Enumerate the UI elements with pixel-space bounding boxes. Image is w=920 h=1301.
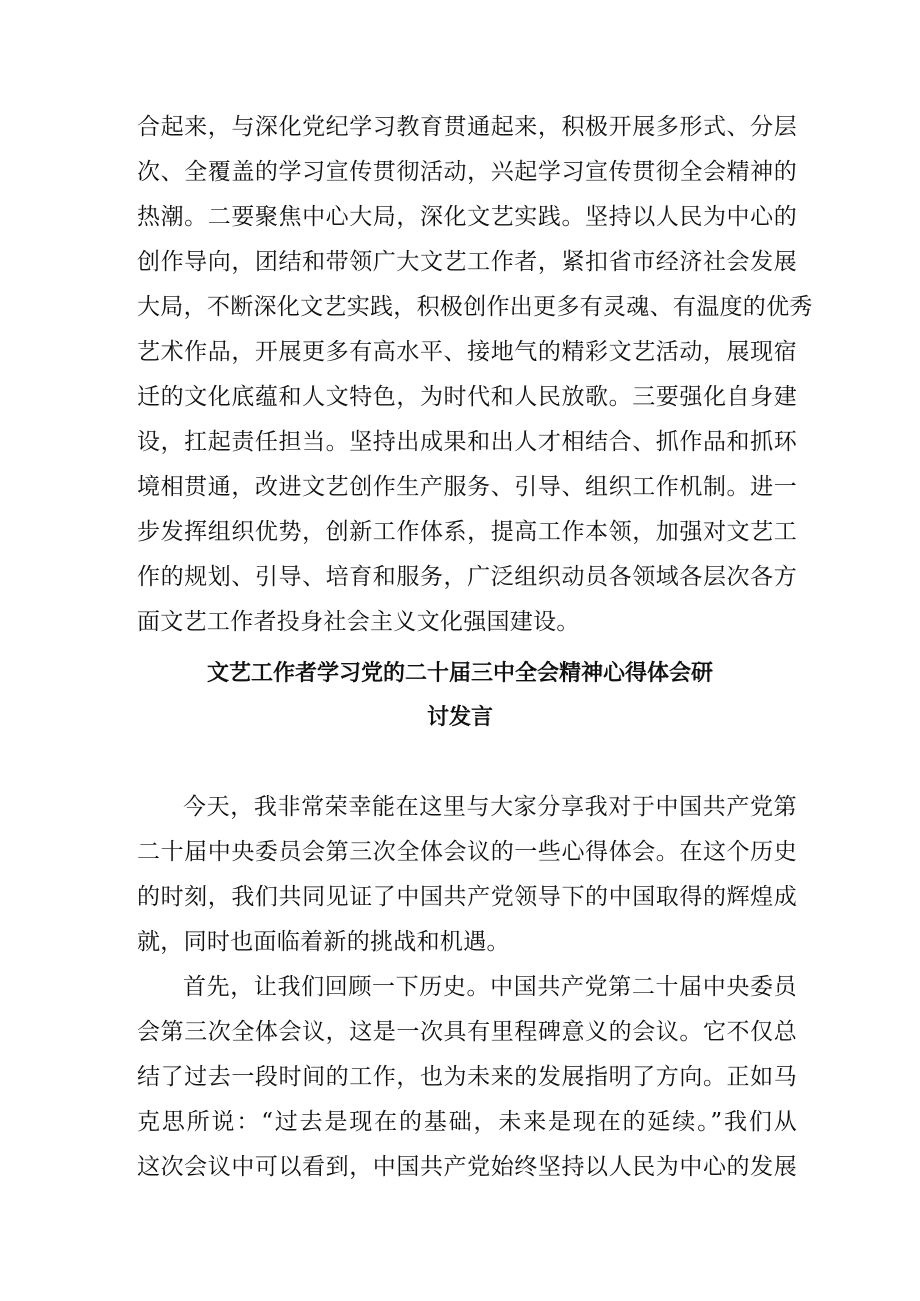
text-line: 结了过去一段时间的工作，也为未来的发展指明了方向。正如马 xyxy=(137,1064,797,1090)
text-line: 迁的文化底蕴和人文特色，为时代和人民放歌。三要强化自身建 xyxy=(137,384,797,410)
text-line: 境相贯通，改进文艺创作生产服务、引导、组织工作机制。进一 xyxy=(137,474,797,500)
text-line: 会第三次全体会议，这是一次具有里程碑意义的会议。它不仅总 xyxy=(137,1019,797,1045)
text-line: 面文艺工作者投身社会主义文化强国建设。 xyxy=(137,609,580,635)
text-line: 大局，不断深化文艺实践，积极创作出更多有灵魂、有温度的优秀 xyxy=(137,294,813,320)
text-line: 艺术作品，开展更多有高水平、接地气的精彩文艺活动，展现宿 xyxy=(137,339,797,365)
text-line: 作的规划、引导、培育和服务，广泛组织动员各领域各层次各方 xyxy=(137,564,797,590)
text-line: 合起来，与深化党纪学习教育贯通起来，积极开展多形式、分层 xyxy=(137,114,797,140)
text-line: 就，同时也面临着新的挑战和机遇。 xyxy=(137,929,510,955)
text-line: 克思所说：“过去是现在的基础，未来是现在的延续。”我们从 xyxy=(137,1109,797,1135)
paragraph-first-line: 首先，让我们回顾一下历史。中国共产党第二十届中央委员 xyxy=(183,974,797,1000)
document-title: 讨发言 xyxy=(426,705,493,730)
text-line: 热潮。二要聚焦中心大局，深化文艺实践。坚持以人民为中心的 xyxy=(137,204,797,230)
text-line: 的时刻，我们共同见证了中国共产党领导下的中国取得的辉煌成 xyxy=(137,884,797,910)
text-line: 次、全覆盖的学习宣传贯彻活动，兴起学习宣传贯彻全会精神的 xyxy=(137,159,797,185)
paragraph-first-line: 今天，我非常荣幸能在这里与大家分享我对于中国共产党第 xyxy=(183,794,797,820)
document-title: 文艺工作者学习党的二十届三中全会精神心得体会研 xyxy=(206,661,713,686)
text-line: 设，扛起责任担当。坚持出成果和出人才相结合、抓作品和抓环 xyxy=(137,429,797,455)
text-line: 这次会议中可以看到，中国共产党始终坚持以人民为中心的发展 xyxy=(137,1154,797,1180)
text-line: 二十届中央委员会第三次全体会议的一些心得体会。在这个历史 xyxy=(137,839,797,865)
text-line: 步发挥组织优势，创新工作体系，提高工作本领，加强对文艺工 xyxy=(137,519,797,545)
text-line: 创作导向，团结和带领广大文艺工作者，紧扣省市经济社会发展 xyxy=(137,249,797,275)
